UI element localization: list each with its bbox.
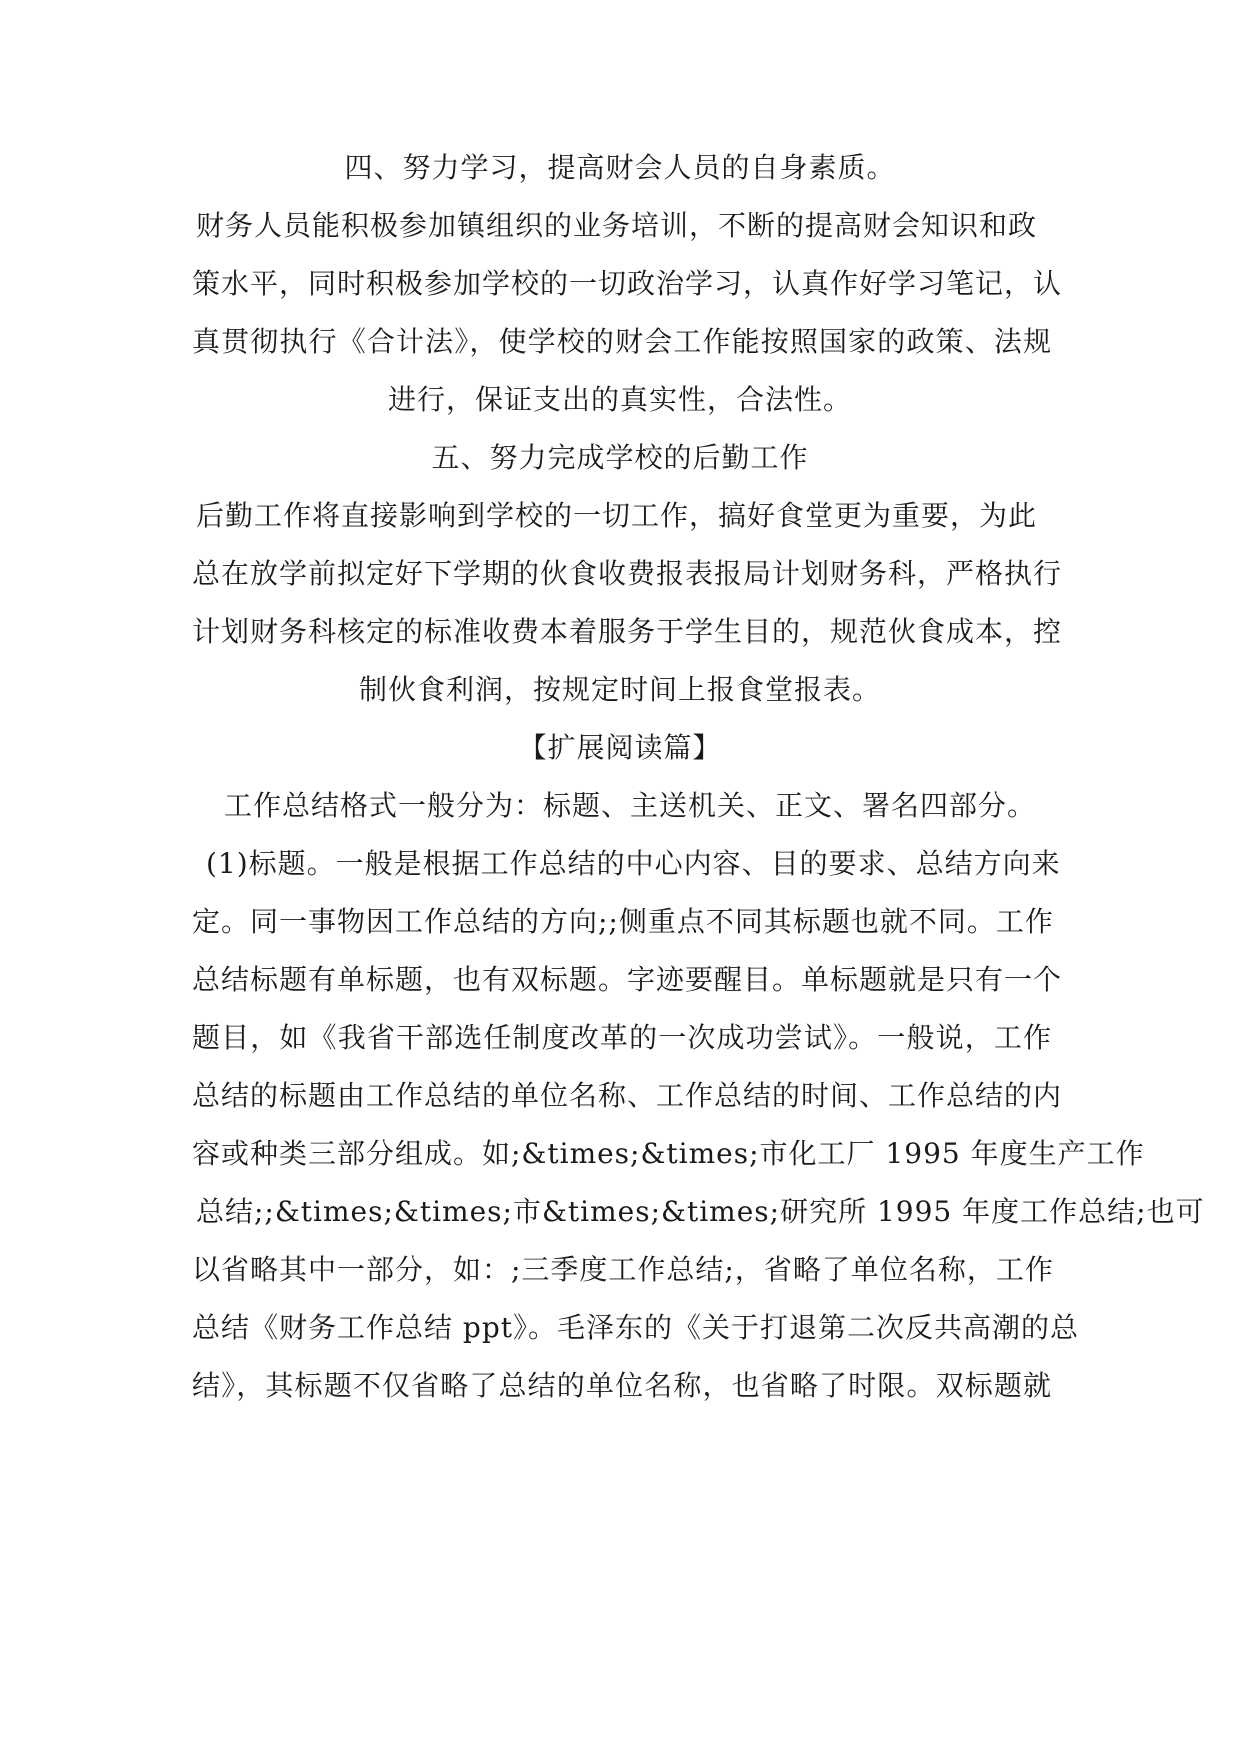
paragraph-line: 进行，保证支出的真实性，合法性。 — [387, 383, 852, 416]
paragraph-line: 真贯彻执行《合计法》，使学校的财会工作能按照国家的政策、法规 — [192, 325, 1052, 358]
paragraph-line: 总结标题有单标题，也有双标题。字迹要醒目。单标题就是只有一个 — [192, 963, 1063, 996]
paragraph-line: 策水平，同时积极参加学校的一切政治学习，认真作好学习笔记，认 — [192, 267, 1063, 300]
paragraph-line: 总结;;&times;&times;市&times;&times;研究所 1995 年度工作总结;也可 — [196, 1195, 1205, 1228]
paragraph-line: 结》，其标题不仅省略了总结的单位名称，也省略了时限。双标题就 — [192, 1369, 1052, 1402]
paragraph-line: 总在放学前拟定好下学期的伙食收费报表报局计划财务科，严格执行 — [192, 557, 1063, 590]
paragraph-line: 工作总结格式一般分为：标题、主送机关、正文、署名四部分。 — [224, 789, 1037, 822]
section-heading-5: 五、努力完成学校的后勤工作 — [431, 441, 809, 474]
extended-reading-heading: 【扩展阅读篇】 — [518, 731, 722, 764]
paragraph-line: 制伙食利润，按规定时间上报食堂报表。 — [358, 673, 881, 706]
paragraph-line: 题目，如《我省干部选任制度改革的一次成功尝试》。一般说，工作 — [192, 1021, 1052, 1054]
paragraph-line: 容或种类三部分组成。如;&times;&times;市化工厂 1995 年度生产工作 — [192, 1137, 1145, 1170]
paragraph-line: 定。同一事物因工作总结的方向;;侧重点不同其标题也就不同。工作 — [192, 905, 1054, 938]
paragraph-line: 总结的标题由工作总结的单位名称、工作总结的时间、工作总结的内 — [192, 1079, 1063, 1112]
paragraph-line: 总结《财务工作总结 ppt》。毛泽东的《关于打退第二次反共高潮的总 — [192, 1311, 1080, 1344]
paragraph-line: (1)标题。一般是根据工作总结的中心内容、目的要求、总结方向来 — [206, 847, 1061, 880]
paragraph-line: 后勤工作将直接影响到学校的一切工作，搞好食堂更为重要，为此 — [196, 499, 1038, 532]
paragraph-line: 财务人员能积极参加镇组织的业务培训，不断的提高财会知识和政 — [196, 209, 1038, 242]
paragraph-line: 以省略其中一部分，如：;三季度工作总结;，省略了单位名称，工作 — [192, 1253, 1054, 1286]
section-heading-4: 四、努力学习，提高财会人员的自身素质。 — [344, 151, 896, 184]
paragraph-line: 计划财务科核定的标准收费本着服务于学生目的，规范伙食成本，控 — [192, 615, 1063, 648]
